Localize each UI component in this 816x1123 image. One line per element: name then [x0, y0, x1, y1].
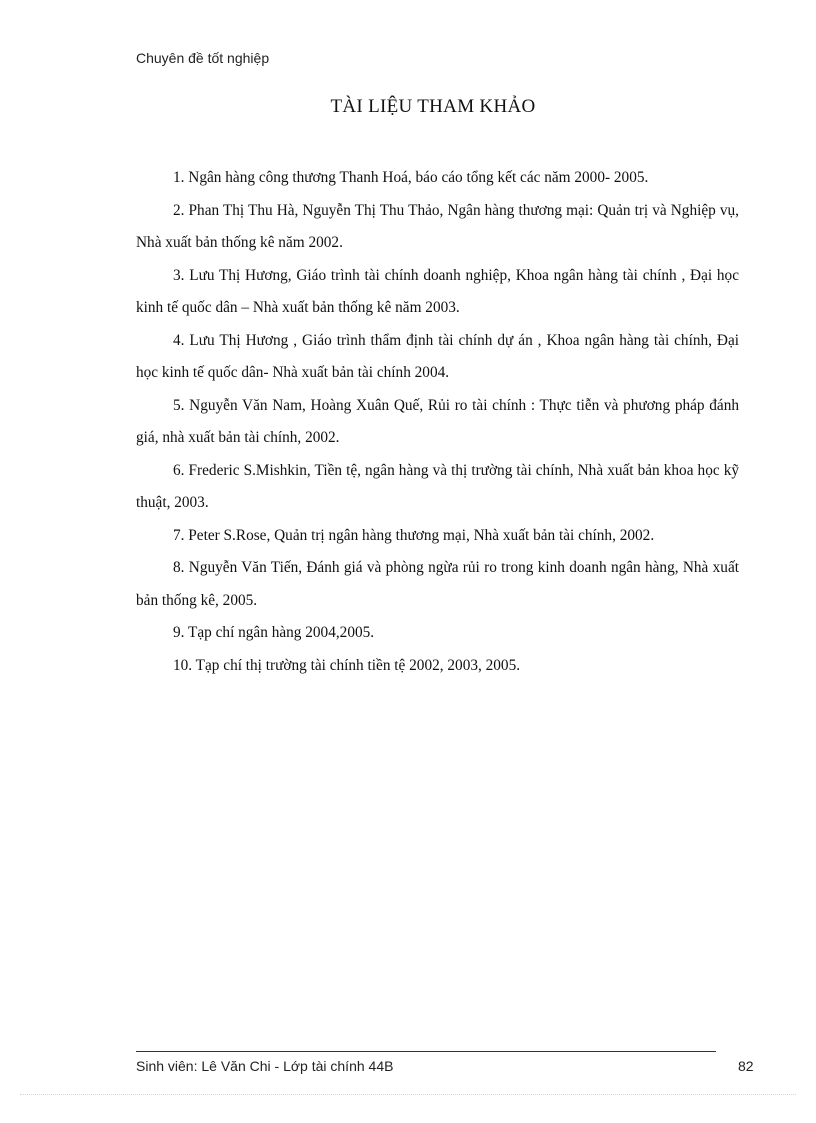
reference-item: 9. Tạp chí ngân hàng 2004,2005.	[173, 624, 375, 641]
page-title: TÀI LIỆU THAM KHẢO	[330, 96, 536, 117]
reference-list	[136, 162, 739, 682]
footer-student-info: Sinh viên: Lê Văn Chi - Lớp tài chính 44B	[136, 1058, 394, 1074]
reference-item: 5. Nguyễn Văn Nam, Hoàng Xuân Quế, Rủi ro tài chính : Thực tiễn và phương pháp đánh giá, nhà xuất bản tài chính, 2002.	[136, 396, 739, 446]
reference-item: 8. Nguyễn Văn Tiến, Đánh giá và phòng ngừa rủi ro trong kinh doanh ngân hàng, Nhà xuất bản thống kê, 2005.	[136, 559, 739, 609]
reference-item: 4. Lưu Thị Hương , Giáo trình thẩm định tài chính dự án , Khoa ngân hàng tài chính, Đại học kinh tế quốc dân- Nhà xuất bản tài chính 2004.	[136, 331, 739, 381]
reference-item: 6. Frederic S.Mishkin, Tiền tệ, ngân hàng và thị trường tài chính, Nhà xuất bản khoa học kỹ thuật, 2003.	[136, 461, 739, 511]
reference-item: 10. Tạp chí thị trường tài chính tiền tệ 2002, 2003, 2005.	[173, 656, 521, 674]
reference-item: 7. Peter S.Rose, Quản trị ngân hàng thương mại, Nhà xuất bản tài chính, 2002.	[173, 526, 655, 544]
reference-item: 3. Lưu Thị Hương, Giáo trình tài chính doanh nghiệp, Khoa ngân hàng tài chính , Đại học kinh tế quốc dân – Nhà xuất bản thống kê năm 2003.	[136, 266, 739, 316]
footer-divider	[136, 1051, 716, 1052]
page-number: 82	[738, 1058, 754, 1074]
reference-item: 2. Phan Thị Thu Hà, Nguyễn Thị Thu Thảo, Ngân hàng thương mại: Quản trị và Nghiệp vụ, Nhà xuất bản thống kê năm 2002.	[136, 201, 739, 251]
page-bottom-dotted-border	[20, 1094, 796, 1095]
page-header: Chuyên đề tốt nghiệp	[136, 50, 270, 66]
reference-item: 1. Ngân hàng công thương Thanh Hoá, báo cáo tổng kết các năm 2000- 2005.	[173, 169, 649, 186]
